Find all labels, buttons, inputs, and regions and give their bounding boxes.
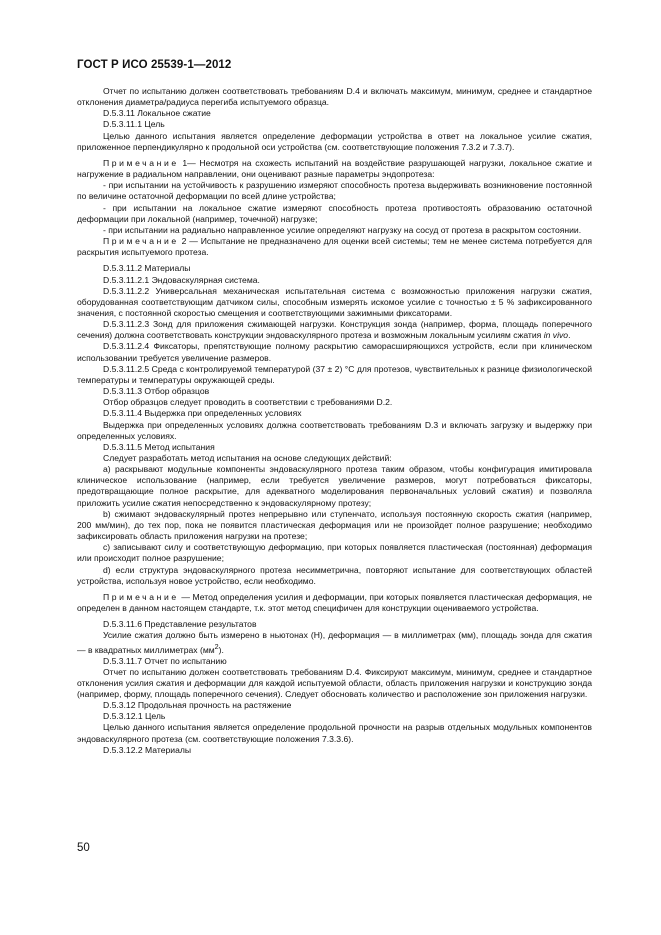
section-heading: D.5.3.12.2 Материалы <box>103 744 192 755</box>
section-heading: D.5.3.11.4 Выдержка при определенных условиях <box>103 408 302 419</box>
document-header: ГОСТ Р ИСО 25539-1—2012 <box>77 59 232 71</box>
document-body <box>77 86 592 756</box>
paragraph: D.5.3.11.2.4 Фиксаторы, препятствующие полному раскрытию саморасширяющихся устройств, если при клиническом использовании требуется увеличение размеров. <box>77 341 592 363</box>
paragraph: D.5.3.11.2.2 Универсальная механическая испытательная система с возможностью приложения нагрузки сжатия, оборудованная соответствующим датчиком силы, способным измерять искомое усилие с точностью ± 5 % зафиксированного значения, с постоянной скоростью смещения и соответствующими зажимными фиксаторами. <box>77 285 592 318</box>
list-item: - при испытании на устойчивость к разрушению измеряют способность протеза выдерживать возникновение постоянной по величине остаточной деформации по всей длине устройства; <box>77 180 592 202</box>
italic-term: in vivo <box>543 330 569 341</box>
paragraph <box>77 630 592 655</box>
text-segment: ). <box>218 644 224 655</box>
section-heading: D.5.3.12.1 Цель <box>103 711 166 722</box>
list-item: - при испытании на локальное сжатие измеряют способность протеза противостоять образованию остаточной деформации при локальной (например, точечной) нагрузке; <box>77 202 592 224</box>
section-heading: D.5.3.11.3 Отбор образцов <box>103 386 210 397</box>
section-heading: D.5.3.11.1 Цель <box>103 119 165 130</box>
paragraph: Следует разработать метод испытания на основе следующих действий: <box>103 453 392 463</box>
text-segment: . <box>568 330 571 341</box>
note-2 <box>77 236 592 258</box>
page-number: 50 <box>77 842 90 854</box>
text-segment: Усилие сжатия должно быть измерено в ньютонах (Н), деформация — в миллиметрах (мм), площадь зонда для сжатия — в квадратных миллиметрах (мм <box>77 630 592 655</box>
note-label: Примечание <box>103 591 179 602</box>
list-item: а) раскрывают модульные компоненты эндоваскулярного протеза таким образом, чтобы конфигурация имитировала клиническое использование (например, если требуется увеличение размеров, могут потребоваться фиксаторы, предотвращающие полное раскрытие, для адекватного моделирования первоначальных условий сжатия) и позволяла приложить усилие сжатия непосредственно к эндоваскулярному протезу; <box>77 464 592 508</box>
paragraph: Целью данного испытания является определение деформации устройства в ответ на локальное усилие сжатия, приложенное перпендикулярно к продольной оси устройства (см. соответствующие положения 7.3.2 и 7.3.7). <box>77 130 592 152</box>
section-heading: D.5.3.11.5 Метод испытания <box>103 441 215 452</box>
paragraph: D.5.3.11.2.5 Среда с контролируемой температурой (37 ± 2) °С для протезов, чувствительных к разнице физиологической температуры и температуры окружающей среды. <box>77 363 592 385</box>
paragraph: Выдержка при определенных условиях должна соответствовать требованиям D.3 и включать загрузку и выдержку при определенных условиях. <box>77 419 592 441</box>
paragraph <box>77 319 592 341</box>
list-item: b) сжимают эндоваскулярный протез непрерывно или ступенчато, используя постоянную скорость сжатия (например, 200 мм/мин), до тех пор, пока не появится пластическая деформация или не произойдет полное разрушение; необходимо зафиксировать область приложения нагрузки на протезе; <box>77 508 592 542</box>
paragraph: Отчет по испытанию должен соответствовать требованиям D.4. Фиксируют максимум, минимум, среднее и стандартное отклонения усилия сжатия и деформации для каждой испытуемой области, область приложения нагрузки и конструкцию зонда (например, форму, площадь поперечного сечения). Следует обосновать количество и расположение зон приложения нагрузки. <box>77 666 592 699</box>
section-heading: D.5.3.12 Продольная прочность на растяжение <box>103 700 292 711</box>
paragraph: Отчет по испытанию должен соответствовать требованиям D.4 и включать максимум, минимум, среднее и стандартное отклонения диаметра/радиуса перегиба испытуемого образца. <box>77 86 592 108</box>
section-heading: D.5.3.11 Локальное сжатие <box>103 108 211 119</box>
note-text: 1— Несмотря на схожесть испытаний на воздействие разрушающей нагрузки, локальное сжатие и нагружение в радиальном направлении, они оценивают разные параметры эндопротеза: <box>77 157 592 180</box>
list-item: - при испытании на радиально направленное усилие определяют нагрузку на сосуд от протеза в раскрытом состоянии. <box>103 224 582 235</box>
note-label: Примечание <box>103 236 179 247</box>
text-segment: D.5.3.11.2.3 Зонд для приложения сжимающей нагрузки. Конструкция зонда (например, форма, площадь поперечного сечения) должна соответствовать конструкции эндоваскулярного протеза и возможным локальным усилиям сжатия <box>77 319 592 341</box>
paragraph: D.5.3.11.2.1 Эндоваскулярная система. <box>103 274 260 285</box>
note-text: 2 — Испытание не предназначено для оценки всей системы; тем не менее система потребуется для раскрытия испытуемого протеза. <box>77 236 592 258</box>
note-1 <box>77 158 592 180</box>
paragraph: Целью данного испытания является определение продольной прочности на разрыв отдельных модульных компонентов эндоваскулярного протеза (см. соответствующие положения 7.3.3.6). <box>77 722 592 744</box>
note-label: Примечание <box>103 157 179 168</box>
section-heading: D.5.3.11.6 Представление результатов <box>103 619 257 630</box>
list-item: d) если структура эндоваскулярного протеза несимметрична, повторяют испытание для соответствующих областей устройства, используя новое устройство, если необходимо. <box>77 564 592 586</box>
section-heading: D.5.3.11.7 Отчет по испытанию <box>103 655 227 666</box>
superscript: 2 <box>214 642 219 651</box>
note-text: — Метод определения усилия и деформации, при которых появляется пластическая деформация, не определен в данном настоящем стандарте, т.к. этот метод специфичен для конструкции оцениваемого устройства. <box>77 591 592 614</box>
list-item: c) записывают силу и соответствующую деформацию, при которых появляется пластическая (постоянная) деформация или происходит полное разрушение; <box>77 542 592 564</box>
section-heading: D.5.3.11.2 Материалы <box>103 263 191 274</box>
paragraph: Отбор образцов следует проводить в соответствии с требованиями D.2. <box>103 397 393 408</box>
note-3 <box>77 592 592 614</box>
